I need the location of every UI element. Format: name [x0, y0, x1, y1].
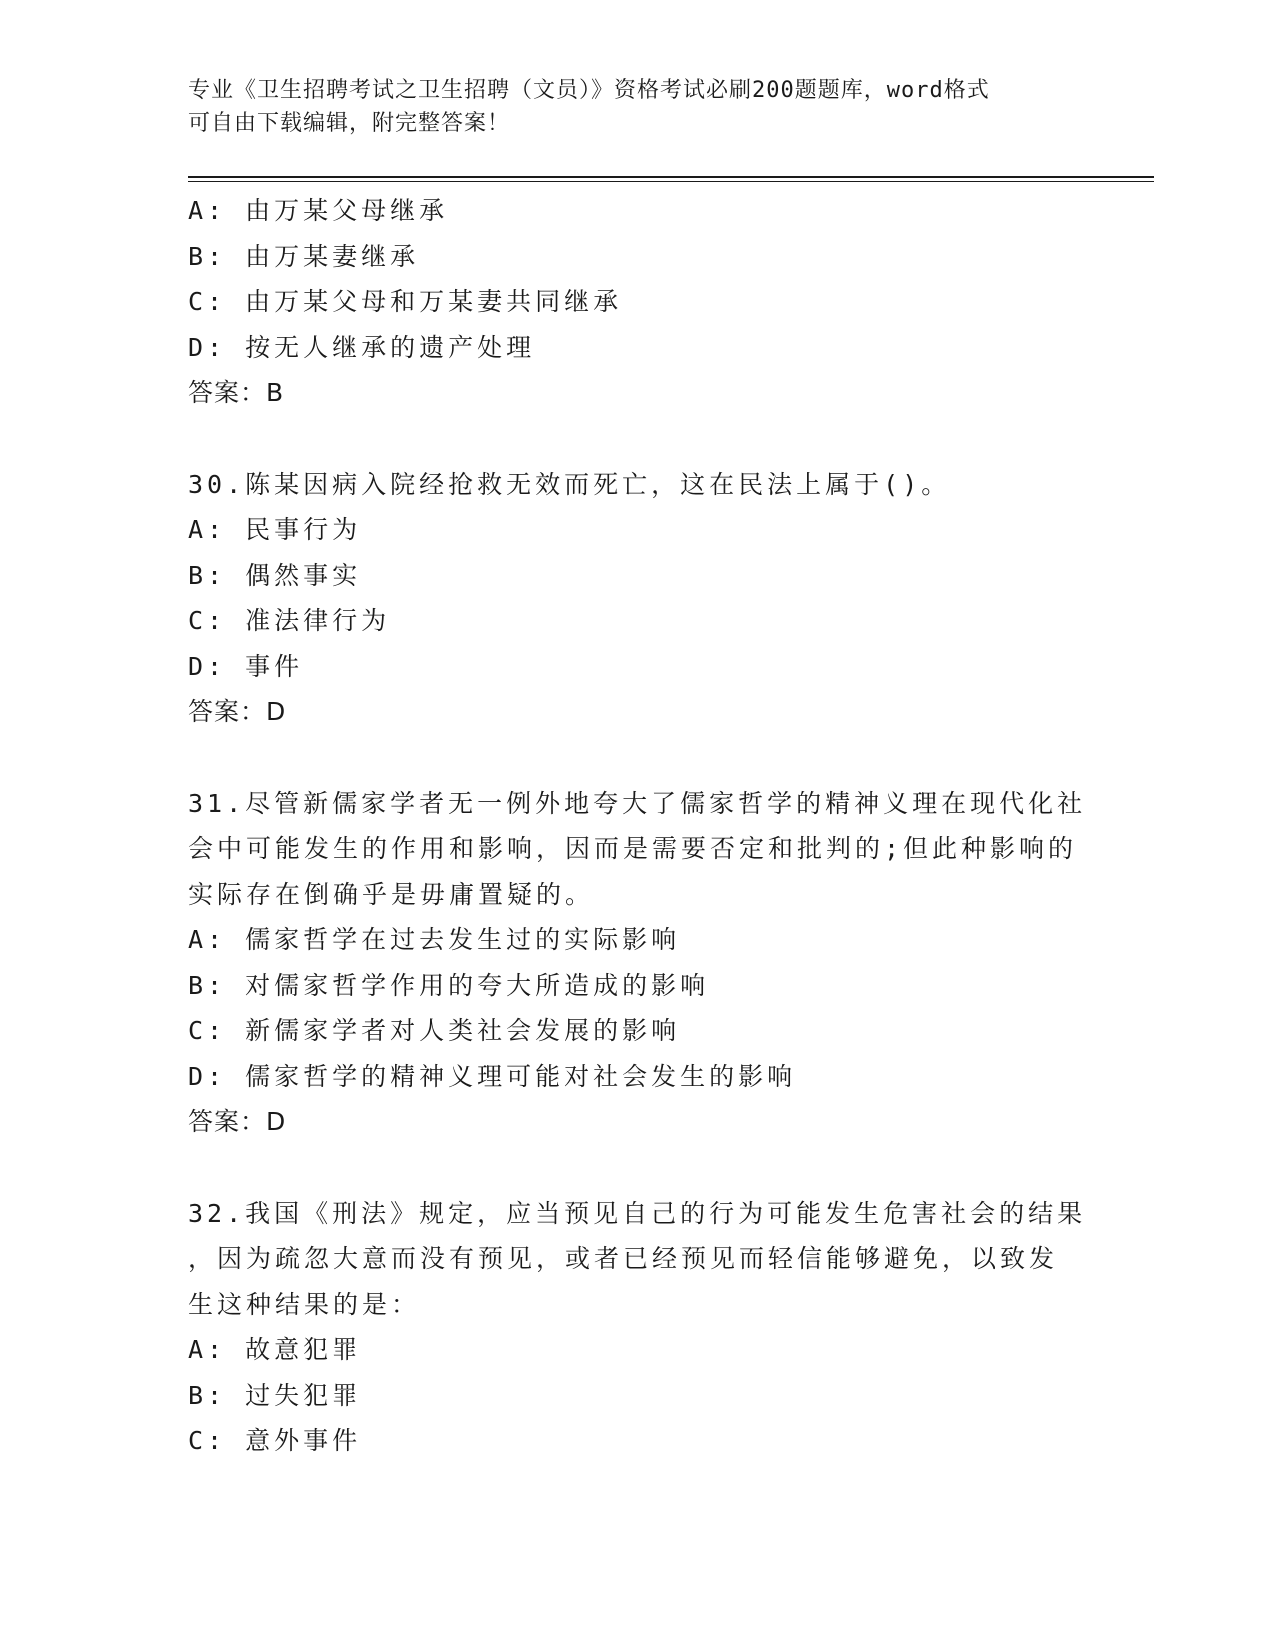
option-c: C: 由万某父母和万某妻共同继承 — [188, 287, 623, 316]
option-d: D: 按无人继承的遗产处理 — [188, 332, 536, 362]
question-text-line: ，因为疏忽大意而没有预见，或者已经预见而轻信能够避免，以致发 — [188, 1244, 1059, 1273]
spacer — [188, 416, 1088, 462]
question-text-line: 会中可能发生的作用和影响，因而是需要否定和批判的;但此种影响的 — [188, 834, 1078, 863]
question-text-line: 32.我国《刑法》规定，应当预见自己的行为可能发生危害社会的结果 — [188, 1198, 1087, 1228]
question-text: 30.陈某因病入院经抢救无效而死亡，这在民法上属于()。 — [188, 469, 951, 499]
document-header — [188, 74, 1068, 140]
option-a: A: 由万某父母继承 — [188, 196, 449, 225]
answer-line: 答案：D — [188, 1107, 287, 1136]
answer-line: 答案：B — [188, 378, 285, 407]
option-b: B: 过失犯罪 — [188, 1380, 362, 1410]
question-text-line: 实际存在倒确乎是毋庸置疑的。 — [188, 879, 595, 909]
question-block-30 — [188, 462, 1088, 735]
option-d: D: 儒家哲学的精神义理可能对社会发生的影响 — [188, 1061, 797, 1091]
option-c: C: 准法律行为 — [188, 606, 391, 635]
option-a: A: 故意犯罪 — [188, 1335, 362, 1364]
header-divider-thin — [188, 181, 1154, 182]
option-b: B: 对儒家哲学作用的夸大所造成的影响 — [188, 970, 710, 1000]
option-b: B: 由万某妻继承 — [188, 241, 420, 271]
question-text-line: 31.尽管新儒家学者无一例外地夸大了儒家哲学的精神义理在现代化社 — [188, 788, 1087, 818]
question-block-32 — [188, 1191, 1088, 1464]
header-divider — [188, 176, 1154, 178]
spacer — [188, 735, 1088, 781]
option-b: B: 偶然事实 — [188, 560, 362, 590]
question-block-prev — [188, 188, 1088, 416]
option-a: A: 民事行为 — [188, 515, 362, 544]
spacer — [188, 1145, 1088, 1191]
option-c: C: 新儒家学者对人类社会发展的影响 — [188, 1016, 681, 1045]
option-c: C: 意外事件 — [188, 1426, 362, 1455]
answer-line: 答案：D — [188, 697, 287, 726]
question-list — [188, 188, 1088, 1464]
question-block-31 — [188, 781, 1088, 1145]
header-line-2: 可自由下载编辑，附完整答案！ — [188, 111, 511, 136]
option-d: D: 事件 — [188, 651, 304, 681]
question-text-line: 生这种结果的是： — [188, 1289, 421, 1319]
option-a: A: 儒家哲学在过去发生过的实际影响 — [188, 925, 681, 954]
header-line-1: 专业《卫生招聘考试之卫生招聘（文员）》资格考试必刷200题题库，word格式 — [188, 78, 990, 103]
